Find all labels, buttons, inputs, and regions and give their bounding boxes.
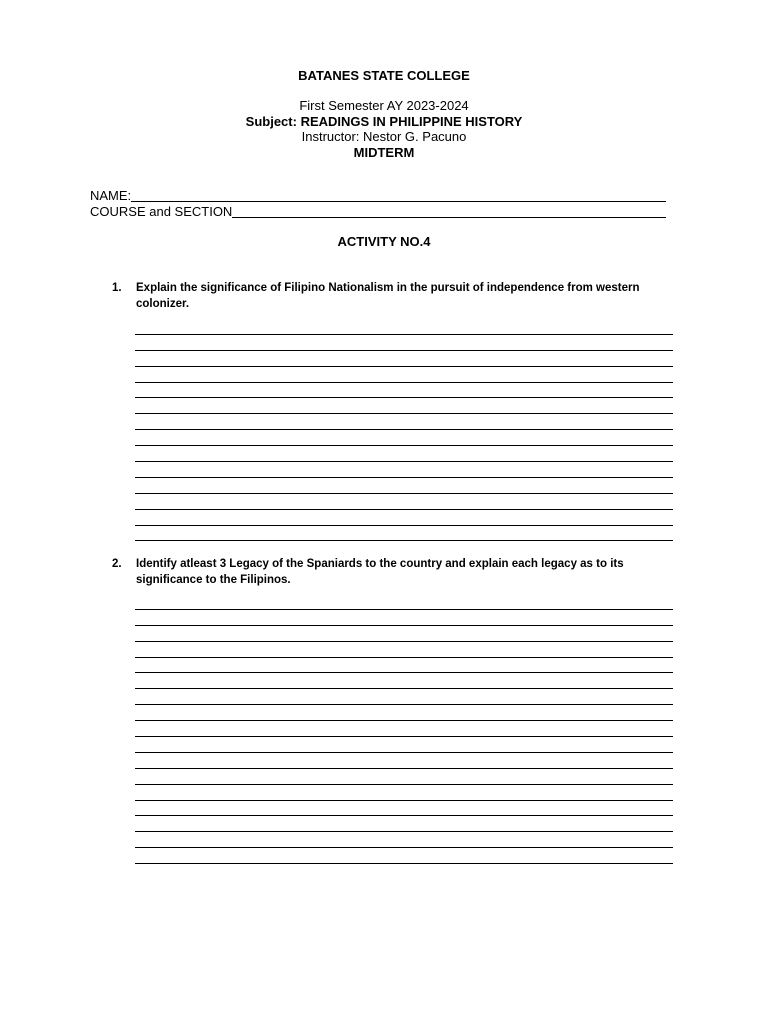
answer-line[interactable] <box>135 642 673 658</box>
school-name: BATANES STATE COLLEGE <box>298 68 470 83</box>
answer-line[interactable] <box>135 594 673 610</box>
answer-line[interactable] <box>135 367 673 383</box>
question-number: 1. <box>112 282 122 294</box>
subject-line <box>0 114 768 130</box>
answer-line[interactable] <box>135 319 673 335</box>
answer-line[interactable] <box>135 832 673 848</box>
answer-line[interactable] <box>135 430 673 446</box>
subject-label: Subject: <box>245 114 297 129</box>
answer-line[interactable] <box>135 478 673 494</box>
answer-area-2[interactable] <box>135 594 673 864</box>
answer-line[interactable] <box>135 626 673 642</box>
question-text: Explain the significance of Filipino Nationalism in the pursuit of independence from western colonizer. <box>136 282 640 310</box>
answer-line[interactable] <box>135 721 673 737</box>
answer-line[interactable] <box>135 383 673 399</box>
answer-line[interactable] <box>135 414 673 430</box>
answer-line[interactable] <box>135 462 673 478</box>
subject-value: READINGS IN PHILIPPINE HISTORY <box>300 114 523 129</box>
answer-line[interactable] <box>135 446 673 462</box>
semester-label: First Semester AY 2023-2024 <box>299 98 469 113</box>
answer-line[interactable] <box>135 351 673 367</box>
answer-line[interactable] <box>135 335 673 351</box>
answer-line[interactable] <box>135 705 673 721</box>
answer-line[interactable] <box>135 753 673 769</box>
answer-line[interactable] <box>135 526 673 542</box>
answer-line[interactable] <box>135 658 673 674</box>
answer-line[interactable] <box>135 494 673 510</box>
instructor-label: Instructor: Nestor G. Pacuno <box>301 129 467 144</box>
answer-line[interactable] <box>135 816 673 832</box>
question-text: Identify atleast 3 Legacy of the Spaniards to the country and explain each legacy as to its significance to the Filipinos. <box>136 558 624 586</box>
name-label: NAME: <box>90 188 132 203</box>
answer-line[interactable] <box>135 689 673 705</box>
activity-title: ACTIVITY NO.4 <box>337 234 431 249</box>
course-section-field[interactable] <box>90 204 666 220</box>
name-blank-line[interactable] <box>131 189 666 202</box>
answer-line[interactable] <box>135 510 673 526</box>
answer-line[interactable] <box>135 848 673 864</box>
answer-area-1[interactable] <box>135 319 673 541</box>
answer-line[interactable] <box>135 769 673 785</box>
answer-line[interactable] <box>135 785 673 801</box>
term-label: MIDTERM <box>353 145 415 160</box>
name-field[interactable] <box>90 188 666 204</box>
answer-line[interactable] <box>135 673 673 689</box>
answer-line[interactable] <box>135 398 673 414</box>
question-number: 2. <box>112 558 122 570</box>
answer-line[interactable] <box>135 737 673 753</box>
course-section-label: COURSE and SECTION <box>90 204 233 219</box>
answer-line[interactable] <box>135 801 673 817</box>
course-section-blank-line[interactable] <box>232 205 666 218</box>
answer-line[interactable] <box>135 610 673 626</box>
